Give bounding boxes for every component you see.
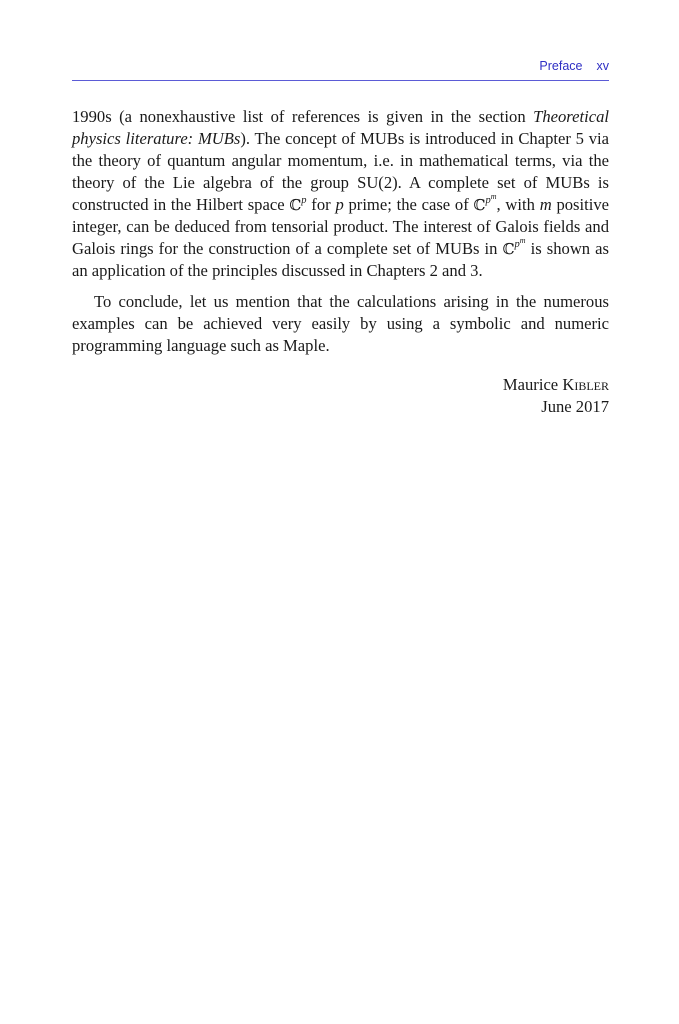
running-head-title: Preface [539, 59, 583, 73]
variable-m: m [539, 195, 552, 214]
complex-space-symbol: ℂ [289, 196, 302, 214]
para1-text-d: prime; the case of [343, 195, 474, 214]
exponent-base-p-2: p [514, 239, 520, 250]
exponent-m: m [490, 192, 497, 201]
author-first-name: Maurice [502, 375, 559, 394]
section-reference: Theoretical physics literature: MUBs [72, 107, 609, 148]
paragraph-1 [72, 106, 609, 282]
exponent-m-2: m [519, 236, 526, 245]
exponent-base-p: p [485, 195, 491, 206]
exponent-p-m-2 [514, 236, 526, 250]
para1-text-f: positive integer, can be deduced from tensorial product. The interest of Galois fields and Galois rings for the construction of a complete set of MUBs in [72, 195, 609, 258]
page-number: xv [596, 59, 609, 73]
author-last-name: Kibler [562, 375, 609, 394]
paragraph-2: To conclude, let us mention that the calculations arising in the numerous examples can be achieved very easily by using a symbolic and numeric programming language such as Maple. [72, 292, 609, 355]
complex-space-symbol-3: ℂ [502, 240, 515, 258]
complex-space-symbol-2: ℂ [473, 196, 486, 214]
para1-text-a: 1990s (a nonexhaustive list of references is given in the section [72, 107, 534, 126]
exponent-p: p [301, 195, 307, 206]
signature-block [72, 374, 609, 418]
para1-text-g: is shown as an application of the principles discussed in Chapters 2 and 3. [72, 239, 610, 280]
variable-p: p [335, 195, 344, 214]
signature-date: June 2017 [541, 397, 609, 416]
main-text [72, 106, 609, 357]
exponent-p-m [485, 192, 497, 206]
para1-text-c: for [306, 195, 336, 214]
running-head [72, 58, 609, 81]
para1-text-e: , with [496, 195, 540, 214]
author-name [72, 374, 609, 396]
para1-text-b: ). The concept of MUBs is introduced in Chapter 5 via the theory of quantum angular momentum, i.e. in mathematical terms, via the theory of the Lie algebra of the group SU(2). A complete set of MUBs is constructed in the Hilbert space [72, 129, 609, 214]
